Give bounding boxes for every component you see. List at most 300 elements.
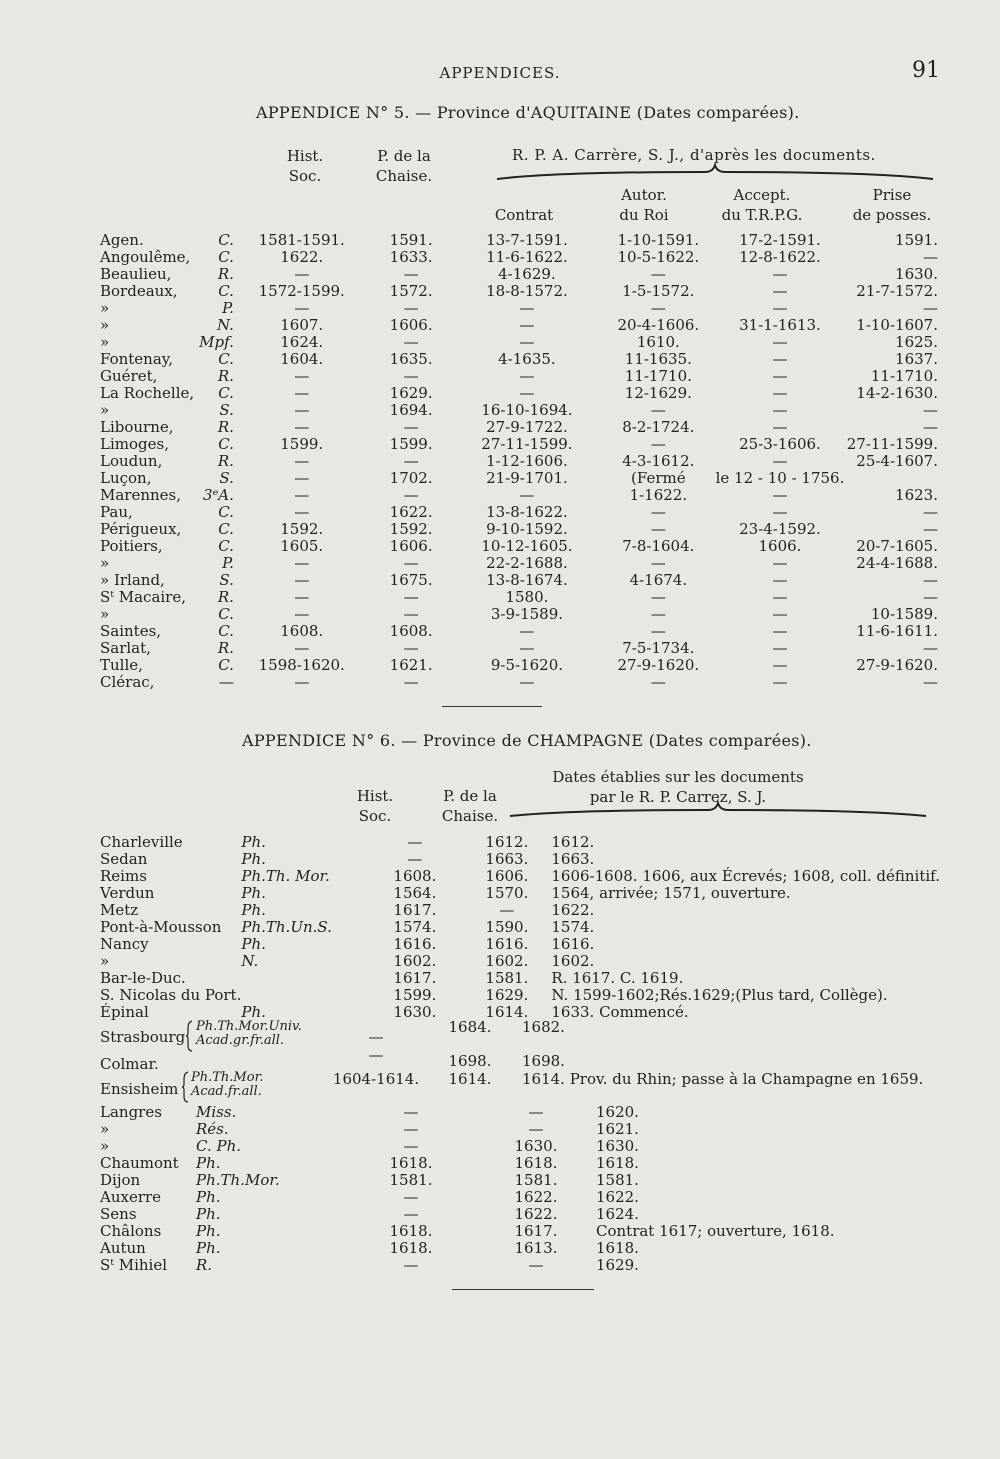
house-type: Rés. — [196, 1120, 229, 1138]
autor-roi-date: — — [650, 299, 666, 317]
house-name: La Rochelle, — [100, 384, 195, 402]
autor-roi-date: 11-1710. — [624, 367, 692, 385]
prise-date: — — [923, 571, 938, 589]
house-name: Poitiers, — [100, 537, 163, 555]
prise-date: — — [923, 503, 938, 521]
house-name: S. Nicolas du Port. — [100, 986, 242, 1004]
house-type: C. Ph. — [196, 1137, 241, 1155]
a6-ensisheim-dates: 1614. Prov. du Rhin; passe à la Champagne en 1659. — [522, 1070, 924, 1088]
autor-roi-date: 10-5-1622. — [617, 248, 700, 266]
document-dates: 1602. — [551, 952, 595, 970]
accept-date: — — [772, 622, 788, 640]
table-row — [100, 657, 938, 674]
a5-header-carrere: R. P. A. Carrère, S. J., d'après les documents. — [512, 146, 876, 164]
table-row — [100, 936, 940, 953]
house-name: » — [100, 401, 110, 419]
a6-strasbourg-type — [196, 1020, 302, 1048]
table-row — [100, 1104, 940, 1121]
prise-date: — — [923, 639, 938, 657]
document-dates: 1616. — [551, 935, 595, 953]
accept-date: — — [772, 639, 788, 657]
house-type: 3ᵉA. — [202, 486, 234, 504]
contrat-date: 13-8-1622. — [486, 503, 568, 521]
a5-header-brace — [495, 163, 935, 183]
chaise-date: 1599. — [389, 435, 433, 453]
a5-header-hist-line2: Soc. — [288, 167, 322, 185]
hist-soc-date: — — [403, 1120, 419, 1138]
table-row — [100, 1155, 940, 1172]
table-row — [100, 919, 940, 936]
running-head: APPENDICES. — [439, 64, 561, 82]
prise-date: 14-2-1630. — [856, 384, 938, 402]
house-type — [241, 970, 367, 987]
accept-date: 12-8-1622. — [739, 248, 821, 266]
hist-soc-date: 1572-1599. — [258, 282, 345, 300]
contrat-date: — — [519, 316, 535, 334]
prise-date: 21-7-1572. — [856, 282, 938, 300]
house-name: » — [100, 605, 110, 623]
document-dates: 1574. — [551, 918, 595, 936]
document-dates: 1622. — [596, 1188, 639, 1206]
accept-date: le 12 - 10 - 1756. — [715, 469, 845, 487]
hist-soc-date: 1604. — [280, 350, 324, 368]
house-type: R. — [217, 588, 234, 606]
house-type: C. — [218, 503, 234, 521]
a6-header-dates-line1: Dates établies sur les documents — [552, 768, 804, 786]
hist-soc-date: 1581. — [389, 1171, 433, 1189]
hist-soc-date: 1618. — [389, 1154, 433, 1172]
house-name: » Irland, — [100, 571, 165, 589]
house-name: Metz — [100, 901, 139, 919]
a5-header-prise-line1: Prise — [872, 186, 912, 204]
prise-date: 1625. — [895, 333, 938, 351]
house-type: C. — [218, 282, 234, 300]
house-name: Sarlat, — [100, 639, 151, 657]
document-dates: 1612. — [551, 833, 595, 851]
contrat-date: — — [519, 673, 535, 691]
house-name: Guéret, — [100, 367, 158, 385]
house-name: Verdun — [100, 884, 155, 902]
autor-roi-date: — — [650, 503, 666, 521]
accept-date: — — [772, 452, 788, 470]
chaise-date: — — [403, 333, 419, 351]
house-name: Reims — [100, 867, 147, 885]
table-row — [100, 902, 940, 919]
document-dates: 1621. — [596, 1120, 639, 1138]
contrat-date: 16-10-1694. — [481, 401, 573, 419]
chaise-date: 1629. — [389, 384, 433, 402]
house-name: » — [100, 952, 110, 970]
a6-ensisheim-type — [191, 1071, 263, 1099]
accept-date: — — [772, 418, 788, 436]
house-name: » — [100, 316, 110, 334]
table-row — [100, 334, 938, 351]
a6-colmar-name: Colmar. — [100, 1055, 159, 1073]
hist-soc-date: — — [403, 1103, 419, 1121]
appendix5-title: APPENDICE N° 5. — Province d'AQUITAINE (Dates comparées). — [256, 103, 800, 122]
hist-soc-date: — — [407, 850, 423, 868]
chaise-date: 1602. — [485, 952, 529, 970]
house-name: » — [100, 299, 110, 317]
table-row — [100, 640, 938, 657]
house-type: Ph. — [241, 1003, 266, 1021]
a6-strasbourg-brace — [185, 1020, 193, 1052]
hist-soc-date: — — [294, 299, 310, 317]
chaise-date: 1590. — [485, 918, 529, 936]
chaise-date: — — [403, 554, 419, 572]
table-row — [100, 419, 938, 436]
hist-soc-date: — — [294, 384, 310, 402]
a6-strasbourg-hist: — — [368, 1028, 384, 1046]
chaise-date: — — [403, 605, 419, 623]
a5-header-hist — [270, 146, 340, 186]
hist-soc-date: — — [294, 639, 310, 657]
autor-roi-date: 12-1629. — [624, 384, 692, 402]
table-row — [100, 1206, 940, 1223]
chaise-date: 1622. — [514, 1188, 558, 1206]
contrat-date: 10-12-1605. — [481, 537, 573, 555]
table-row — [100, 851, 940, 868]
house-type: Ph. — [241, 850, 266, 868]
hist-soc-date: — — [294, 503, 310, 521]
contrat-date: — — [519, 639, 535, 657]
house-name: Agen. — [100, 231, 144, 249]
prise-date: 1623. — [895, 486, 938, 504]
a6-colmar-dates: 1698. — [522, 1052, 565, 1070]
house-type: N. — [216, 316, 234, 334]
prise-date: 11-6-1611. — [856, 622, 938, 640]
autor-roi-date: 8-2-1724. — [622, 418, 695, 436]
autor-roi-date: 1-5-1572. — [622, 282, 695, 300]
a6-ensisheim-brace — [181, 1071, 189, 1103]
document-dates: 1633. Commencé. — [551, 1003, 689, 1021]
prise-date: 27-11-1599. — [846, 435, 938, 453]
house-name: Bordeaux, — [100, 282, 178, 300]
chaise-date: — — [528, 1120, 544, 1138]
contrat-date: — — [519, 486, 535, 504]
a5-header-prise-line2: de posses. — [852, 206, 932, 224]
document-dates: 1618. — [596, 1239, 639, 1257]
house-name: » — [100, 1137, 110, 1155]
a6-strasbourg-type1: Ph.Th.Mor.Univ. — [196, 1019, 302, 1034]
document-dates: 1581. — [596, 1171, 639, 1189]
house-type: Ph. — [241, 833, 266, 851]
hist-soc-date: — — [294, 588, 310, 606]
table-row — [100, 232, 938, 249]
house-name: Bar-le-Duc. — [100, 969, 186, 987]
a5-header-chaise-line1: P. de la — [377, 147, 431, 165]
a5-header-accept-line1: Accept. — [733, 186, 791, 204]
accept-date: 23-4-1592. — [739, 520, 821, 538]
house-name: » — [100, 333, 110, 351]
hist-soc-date: 1617. — [393, 969, 437, 987]
table-row — [100, 834, 940, 851]
hist-soc-date: 1581-1591. — [258, 231, 345, 249]
accept-date: — — [772, 503, 788, 521]
chaise-date: 1591. — [389, 231, 433, 249]
house-type: C. — [218, 622, 234, 640]
contrat-date: 1-12-1606. — [486, 452, 568, 470]
accept-date: — — [772, 299, 788, 317]
hist-soc-date: 1608. — [280, 622, 324, 640]
autor-roi-date: 20-4-1606. — [617, 316, 700, 334]
autor-roi-date: 7-5-1734. — [622, 639, 695, 657]
hist-soc-date: — — [294, 554, 310, 572]
document-dates: 1624. — [596, 1205, 639, 1223]
a6-header-brace — [508, 801, 928, 821]
a6-header-chaise — [430, 786, 510, 826]
chaise-date: — — [403, 299, 419, 317]
table-row — [100, 1240, 940, 1257]
hist-soc-date: — — [294, 571, 310, 589]
house-type: R. — [217, 452, 234, 470]
contrat-date: 4-1629. — [498, 265, 556, 283]
table-row — [100, 385, 938, 402]
contrat-date: 11-6-1622. — [486, 248, 568, 266]
contrat-date: 13-8-1674. — [486, 571, 568, 589]
prise-date: 10-1589. — [870, 605, 938, 623]
a6-header-chaise-line2: Chaise. — [441, 807, 499, 825]
house-type: S. — [219, 401, 234, 419]
house-name: Libourne, — [100, 418, 174, 436]
hist-soc-date: 1618. — [389, 1239, 433, 1257]
table-row — [100, 572, 938, 589]
hist-soc-date: — — [294, 469, 310, 487]
chaise-date: 1617. — [514, 1222, 558, 1240]
prise-date: — — [923, 588, 938, 606]
chaise-date: 1606. — [389, 316, 433, 334]
a6-colmar-hist: — — [368, 1046, 384, 1064]
autor-roi-date: — — [650, 605, 666, 623]
hist-soc-date: — — [403, 1137, 419, 1155]
table-row — [100, 470, 938, 487]
chaise-date: 1621. — [389, 656, 433, 674]
table-row — [100, 623, 938, 640]
table-row — [100, 521, 938, 538]
contrat-date: 18-8-1572. — [486, 282, 568, 300]
a6-header-hist-line2: Soc. — [358, 807, 392, 825]
accept-date: 25-3-1606. — [739, 435, 821, 453]
contrat-date: — — [519, 299, 535, 317]
house-name: Pont-à-Mousson — [100, 918, 222, 936]
house-type: R. — [196, 1256, 213, 1274]
a6-colmar-chaise: 1698. — [448, 1052, 492, 1070]
hist-soc-date: 1599. — [393, 986, 437, 1004]
house-type: C. — [218, 231, 234, 249]
appendix5-table — [100, 232, 938, 691]
a5-header-accept — [698, 185, 826, 225]
prise-date: 24-4-1688. — [856, 554, 938, 572]
chaise-date: 1629. — [485, 986, 529, 1004]
contrat-date: 21-9-1701. — [486, 469, 568, 487]
chaise-date: — — [528, 1103, 544, 1121]
table-row — [100, 453, 938, 470]
contrat-date: 27-11-1599. — [481, 435, 573, 453]
chaise-date: 1608. — [389, 622, 433, 640]
house-type: Ph. — [241, 884, 266, 902]
prise-date: 1630. — [895, 265, 938, 283]
document-dates: 1629. — [596, 1256, 639, 1274]
prise-date: 1591. — [895, 231, 938, 249]
house-name: Beaulieu, — [100, 265, 172, 283]
a6-strasbourg-type2: Acad.gr.fr.all. — [196, 1033, 285, 1048]
chaise-date: 1702. — [389, 469, 433, 487]
hist-soc-date: — — [403, 1205, 419, 1223]
house-name: Sens — [100, 1205, 137, 1223]
a6-ensisheim-type1: Ph.Th.Mor. — [191, 1070, 264, 1085]
hist-soc-date: 1617. — [393, 901, 437, 919]
chaise-date: 1630. — [514, 1137, 558, 1155]
table-row — [100, 487, 938, 504]
accept-date: 17-2-1591. — [739, 231, 821, 249]
accept-date: — — [772, 265, 788, 283]
document-dates: N. 1599-1602;Rés.1629;(Plus tard, Collège). — [551, 986, 888, 1004]
contrat-date: 27-9-1722. — [486, 418, 568, 436]
hist-soc-date: 1616. — [393, 935, 437, 953]
accept-date: — — [772, 350, 788, 368]
hist-soc-date: 1622. — [280, 248, 324, 266]
a6-header-hist-line1: Hist. — [356, 787, 394, 805]
house-name: » — [100, 1120, 110, 1138]
house-name: Loudun, — [100, 452, 163, 470]
accept-date: — — [772, 367, 788, 385]
house-type: R. — [217, 367, 234, 385]
chaise-date: — — [403, 265, 419, 283]
document-dates: 1564, arrivée; 1571, ouverture. — [551, 884, 791, 902]
chaise-date: 1606. — [389, 537, 433, 555]
contrat-date: 9-5-1620. — [490, 656, 564, 674]
accept-date: — — [772, 282, 788, 300]
hist-soc-date: 1608. — [393, 867, 437, 885]
table-row — [100, 436, 938, 453]
contrat-date: 13-7-1591. — [486, 231, 568, 249]
chaise-date: 1612. — [485, 833, 529, 851]
autor-roi-date: — — [650, 265, 666, 283]
accept-date: 31-1-1613. — [739, 316, 821, 334]
table-row — [100, 868, 940, 885]
house-type: Ph. — [196, 1188, 221, 1206]
hist-soc-date: 1602. — [393, 952, 437, 970]
hist-soc-date: — — [294, 401, 310, 419]
house-type: C. — [218, 605, 234, 623]
table-row — [100, 885, 940, 902]
house-type: C. — [218, 520, 234, 538]
prise-date: — — [923, 418, 938, 436]
house-name: » — [100, 554, 110, 572]
chaise-date: — — [528, 1256, 544, 1274]
a6-header-hist — [345, 786, 405, 826]
house-name: Périgueux, — [100, 520, 182, 538]
document-dates: 1606-1608. 1606, aux Écrevés; 1608, coll. définitif. — [551, 867, 940, 885]
house-name: Luçon, — [100, 469, 152, 487]
house-name: Angoulême, — [100, 248, 191, 266]
chaise-date: 1663. — [485, 850, 529, 868]
house-type: Ph. — [241, 935, 266, 953]
house-name: Nancy — [100, 935, 149, 953]
house-name: Épinal — [100, 1003, 149, 1021]
accept-date: — — [772, 588, 788, 606]
accept-date: — — [772, 554, 788, 572]
hist-soc-date: — — [403, 1188, 419, 1206]
house-type: Ph. — [241, 901, 266, 919]
prise-date: 27-9-1620. — [856, 656, 938, 674]
house-name: Sᵗ Mihiel — [100, 1256, 168, 1274]
a5-header-prise — [842, 185, 942, 225]
chaise-date: — — [499, 901, 515, 919]
house-type: Ph. — [196, 1154, 221, 1172]
house-name: Fontenay, — [100, 350, 174, 368]
accept-date: — — [772, 486, 788, 504]
a6-header-dates-line2: par le R. P. Carrez, S. J. — [589, 788, 767, 806]
contrat-date: — — [519, 622, 535, 640]
hist-soc-date: — — [403, 1256, 419, 1274]
accept-date: — — [772, 384, 788, 402]
autor-roi-date: — — [650, 401, 666, 419]
a5-header-contrat: Contrat — [494, 206, 554, 224]
a5-header-hist-line1: Hist. — [286, 147, 324, 165]
document-dates: 1620. — [596, 1103, 639, 1121]
autor-roi-date: 7-8-1604. — [622, 537, 695, 555]
prise-date: 25-4-1607. — [856, 452, 938, 470]
table-row — [100, 1223, 940, 1240]
prise-date: 20-7-1605. — [856, 537, 938, 555]
appendix6-title: APPENDICE N° 6. — Province de CHAMPAGNE (Dates comparées). — [242, 731, 812, 750]
a5-end-rule — [442, 706, 542, 707]
hist-soc-date: — — [294, 452, 310, 470]
house-type — [241, 987, 367, 1004]
table-row — [100, 249, 938, 266]
house-type: S. — [219, 571, 234, 589]
contrat-date: — — [519, 333, 535, 351]
house-name: Clérac, — [100, 673, 155, 691]
house-name: Tulle, — [100, 656, 143, 674]
a6-end-rule — [452, 1289, 594, 1290]
house-name: Dijon — [100, 1171, 141, 1189]
house-name: Limoges, — [100, 435, 169, 453]
house-type: P. — [222, 554, 234, 572]
table-row — [100, 266, 938, 283]
prise-date: 1-10-1607. — [856, 316, 938, 334]
a6-strasbourg-chaise: 1684. — [448, 1018, 492, 1036]
hist-soc-date: 1630. — [393, 1003, 437, 1021]
table-row — [100, 1138, 940, 1155]
hist-soc-date: 1607. — [280, 316, 324, 334]
house-type: P. — [222, 299, 234, 317]
house-name: Sedan — [100, 850, 148, 868]
document-dates: 1622. — [551, 901, 595, 919]
chaise-date: 1633. — [389, 248, 433, 266]
table-row — [100, 300, 938, 317]
house-name: Pau, — [100, 503, 133, 521]
chaise-date: 1572. — [389, 282, 433, 300]
accept-date: — — [772, 401, 788, 419]
accept-date: — — [772, 673, 788, 691]
table-row — [100, 538, 938, 555]
chaise-date: — — [403, 418, 419, 436]
chaise-date: 1622. — [389, 503, 433, 521]
page-number: 91 — [912, 58, 940, 83]
chaise-date: — — [403, 367, 419, 385]
a6-ensisheim-type2: Acad.fr.all. — [191, 1084, 262, 1099]
autor-roi-date: — — [650, 588, 666, 606]
hist-soc-date: 1564. — [393, 884, 437, 902]
chaise-date: — — [403, 588, 419, 606]
hist-soc-date: — — [407, 833, 423, 851]
chaise-date: 1614. — [485, 1003, 529, 1021]
house-type: Ph. — [196, 1239, 221, 1257]
table-row — [100, 987, 940, 1004]
accept-date: — — [772, 333, 788, 351]
